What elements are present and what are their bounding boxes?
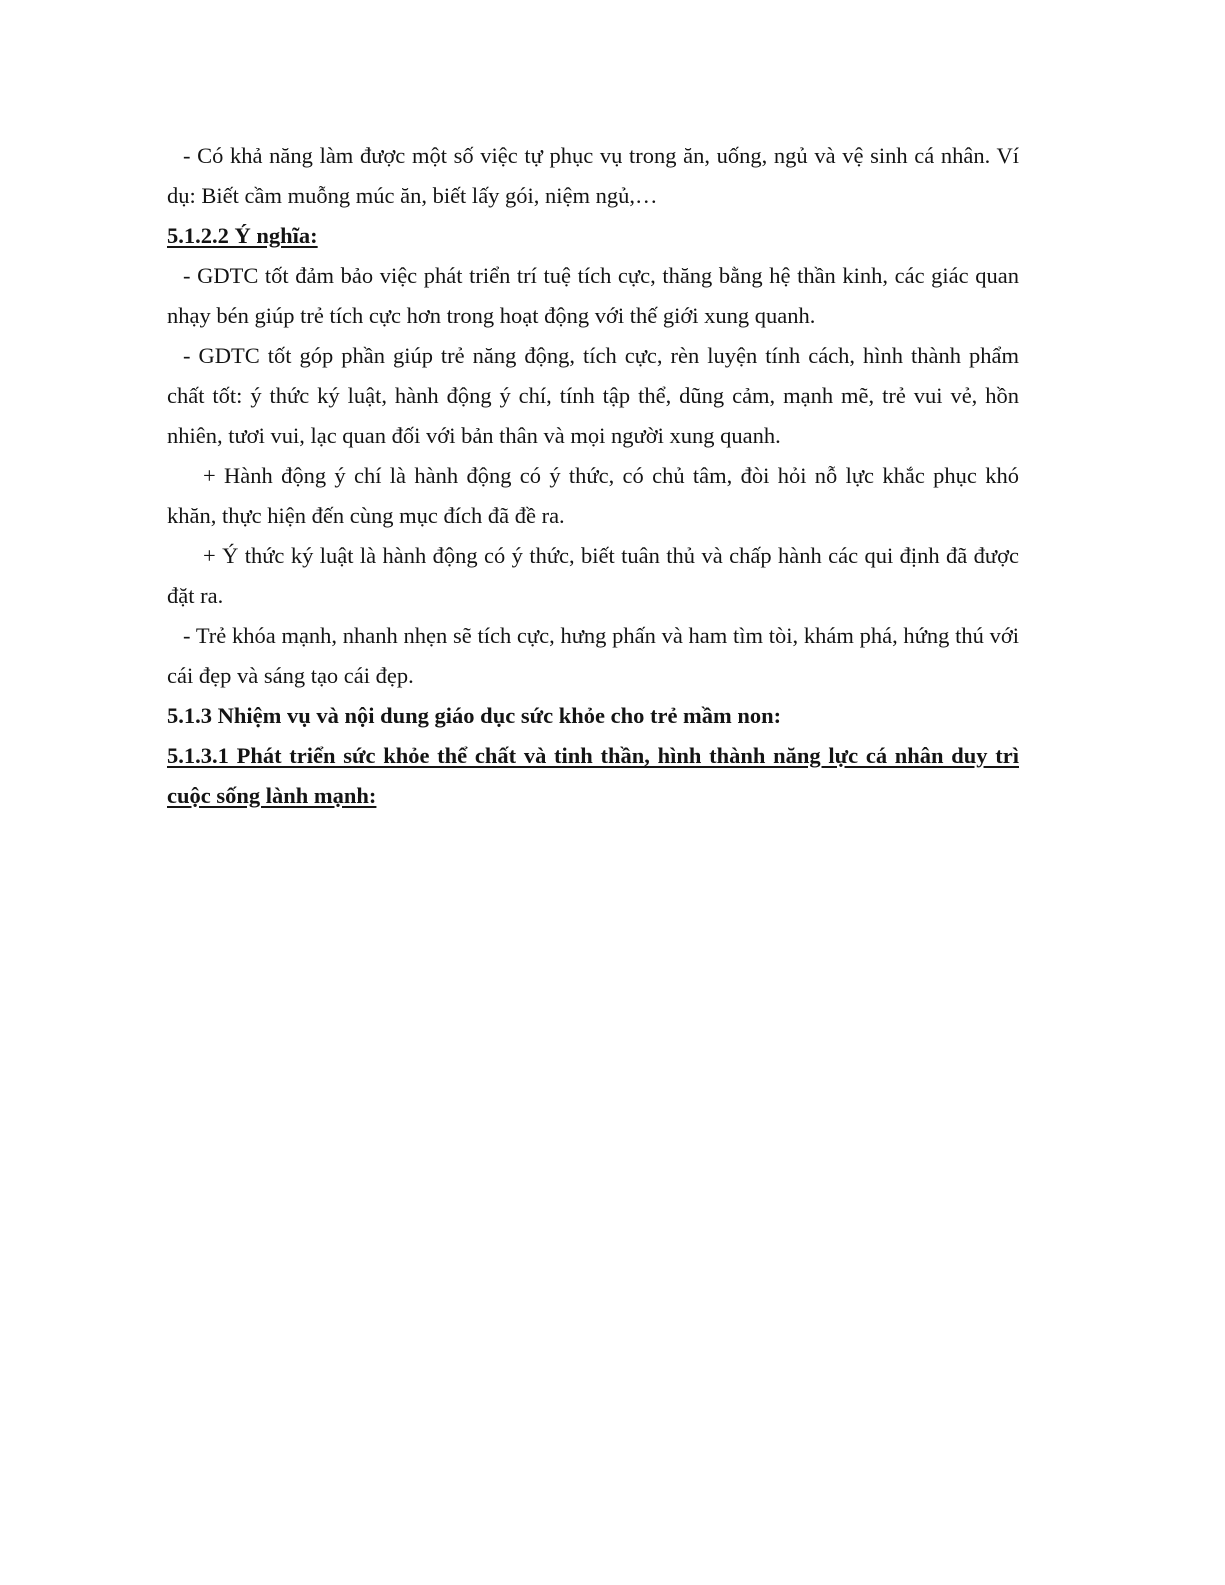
heading-5-1-3: 5.1.3 Nhiệm vụ và nội dung giáo dục sức khỏe cho trẻ mầm non: [167,703,782,728]
paragraph-discipline-awareness: + Ý thức ký luật là hành động có ý thức, biết tuân thủ và chấp hành các qui định đã được đặt ra. [167,543,1019,608]
paragraph-gdtc-character: - GDTC tốt góp phần giúp trẻ năng động, tích cực, rèn luyện tính cách, hình thành phẩm chất tốt: ý thức ký luật, hành động ý chí, tính tập thể, dũng cảm, mạnh mẽ, trẻ vui vẻ, hồn nhiên, tươi vui, lạc quan đối với bản thân và mọi người xung quanh. [167,343,1019,448]
paragraph-gdtc-intellect: - GDTC tốt đảm bảo việc phát triển trí tuệ tích cực, thăng bằng hệ thần kinh, các giác quan nhạy bén giúp trẻ tích cực hơn trong hoạt động với thế giới xung quanh. [167,263,1019,328]
heading-5-1-2-2: 5.1.2.2 Ý nghĩa: [167,223,318,248]
paragraph-healthy-child: - Trẻ khóa mạnh, nhanh nhẹn sẽ tích cực, hưng phấn và ham tìm tòi, khám phá, hứng thú với cái đẹp và sáng tạo cái đẹp. [167,623,1019,688]
document-body [167,136,1019,816]
paragraph-self-service: - Có khả năng làm được một số việc tự phục vụ trong ăn, uống, ngủ và vệ sinh cá nhân. Ví dụ: Biết cầm muỗng múc ăn, biết lấy gói, niệm ngủ,… [167,143,1019,208]
paragraph-willful-action: + Hành động ý chí là hành động có ý thức, có chủ tâm, đòi hỏi nỗ lực khắc phục khó khăn, thực hiện đến cùng mục đích đã đề ra. [167,463,1019,528]
heading-5-1-3-1: 5.1.3.1 Phát triển sức khỏe thể chất và tinh thần, hình thành năng lực cá nhân duy trì cuộc sống lành mạnh: [167,743,1019,808]
